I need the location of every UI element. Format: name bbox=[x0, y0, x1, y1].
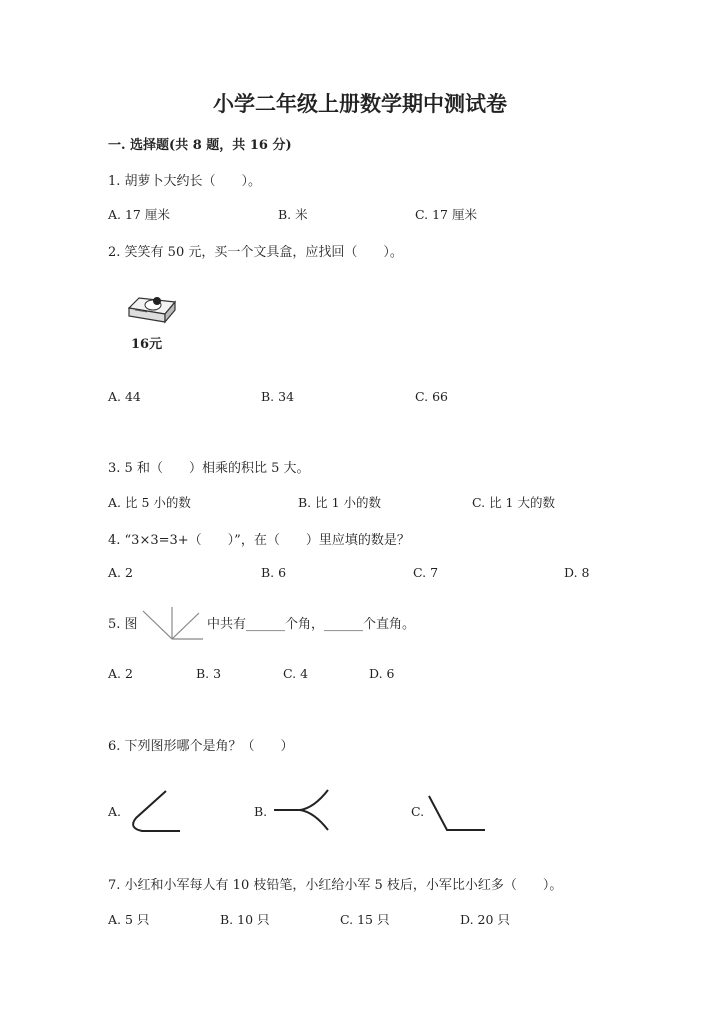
option-4d[interactable]: D. 8 bbox=[564, 565, 590, 580]
option-6b[interactable]: B. bbox=[254, 804, 268, 819]
question-6: 6. 下列图形哪个是角？（ ） bbox=[108, 739, 294, 754]
question-3: 3. 5 和（ ）相乘的积比 5 大。 bbox=[108, 461, 310, 476]
option-3c[interactable]: C. 比 1 大的数 bbox=[472, 495, 555, 510]
option-2b[interactable]: B. 34 bbox=[261, 389, 295, 404]
option-6c[interactable]: C. bbox=[411, 804, 425, 819]
option-5d[interactable]: D. 6 bbox=[369, 666, 395, 681]
question-7: 7. 小红和小军每人有 10 枝铅笔，小红给小军 5 枝后，小军比小红多（ ）。 bbox=[108, 878, 563, 893]
option-6a[interactable]: A. bbox=[108, 804, 122, 819]
question-2: 2. 笑笑有 50 元，买一个文具盒，应找回（ ）。 bbox=[108, 245, 403, 260]
page-title: 小学二年级上册数学期中测试卷 bbox=[213, 91, 507, 116]
question-5-end: 中共有______个角，______个直角。 bbox=[207, 617, 416, 632]
option-7a[interactable]: A. 5 只 bbox=[108, 912, 150, 927]
price-label: 16元 bbox=[131, 337, 163, 352]
rays-figure-icon bbox=[141, 607, 203, 641]
option-4a[interactable]: A. 2 bbox=[108, 565, 133, 580]
option-7b[interactable]: B. 10 只 bbox=[220, 912, 270, 927]
curved-cusp-icon bbox=[270, 788, 332, 832]
obtuse-angle-icon bbox=[427, 794, 487, 832]
option-3b[interactable]: B. 比 1 小的数 bbox=[298, 495, 382, 510]
option-5b[interactable]: B. 3 bbox=[196, 666, 222, 681]
option-5c[interactable]: C. 4 bbox=[283, 666, 309, 681]
option-7c[interactable]: C. 15 只 bbox=[340, 912, 390, 927]
option-3a[interactable]: A. 比 5 小的数 bbox=[108, 495, 191, 510]
option-7d[interactable]: D. 20 只 bbox=[460, 912, 510, 927]
question-1: 1. 胡萝卜大约长（ ）。 bbox=[108, 174, 262, 189]
curved-angle-icon bbox=[122, 790, 182, 832]
question-5-start: 5. 图 bbox=[108, 617, 138, 632]
option-1a[interactable]: A. 17 厘米 bbox=[108, 207, 170, 222]
option-1b[interactable]: B. 米 bbox=[278, 207, 308, 222]
option-2c[interactable]: C. 66 bbox=[415, 389, 448, 404]
section-heading: 一. 选择题(共 8 题，共 16 分) bbox=[108, 138, 292, 153]
option-2a[interactable]: A. 44 bbox=[108, 389, 141, 404]
question-4: 4. “3×3=3+（ ）”，在（ ）里应填的数是？ bbox=[108, 533, 410, 548]
option-1c[interactable]: C. 17 厘米 bbox=[415, 207, 477, 222]
option-4b[interactable]: B. 6 bbox=[261, 565, 287, 580]
option-5a[interactable]: A. 2 bbox=[108, 666, 133, 681]
pencil-case-icon bbox=[127, 292, 177, 328]
option-4c[interactable]: C. 7 bbox=[413, 565, 439, 580]
